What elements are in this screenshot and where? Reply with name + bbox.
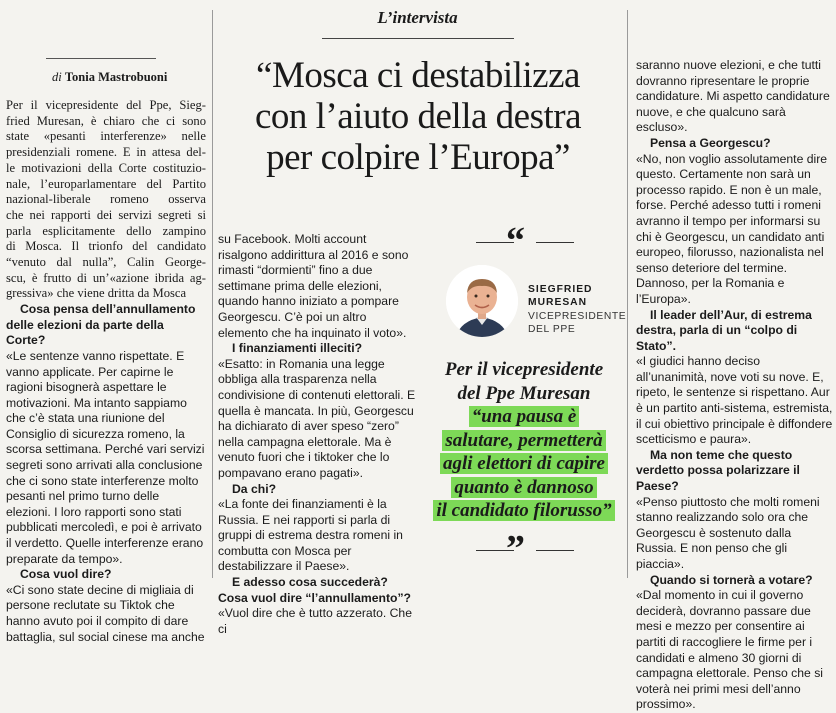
column-2 [218, 232, 418, 637]
question: E adesso cosa succederà? Cosa vuol dire “l’annullamento”? [218, 575, 411, 605]
headline-line-2: con l’aiuto della destra [254, 96, 581, 137]
kicker-rule [322, 38, 514, 39]
lead-line: nazional-liberale romeno osserva [6, 192, 206, 207]
person-role-line-1: VICEPRESIDENTE [528, 311, 627, 322]
quote-rule-right [536, 242, 574, 243]
answer: «No, non voglio assolutamente dire questo. Certamente non sarà un processo rapido. E non è un male, forse. Perché adesso tutti i romeni avranno il tempo per informarsi su chi è Georgescu, un candidato anti europeo, filorusso, nazionalista nel senso deteriore del termine. Dannoso, per la Romania e l’Europa». [636, 151, 828, 306]
person-name-line-1: SIEGFRIED [528, 284, 593, 295]
column-1-text [6, 302, 206, 645]
pull-quote [424, 358, 624, 523]
answer: «Le sentenze vanno rispettate. E vanno applicate. Per capirne le ragioni bisognerà aspettare le motivazioni. Ma intanto sappiamo che c’è stata una riunione del Consiglio di sicurezza romeno, la scorsa settimana. Perché vari servizi segreti sono arrivati alla conclusione che ci sono state interferenze molto pesanti nel primo turno delle elezioni. I loro rapporti sono stati pubblicati mercoledì, e poi è arrivato il verdetto. Quelle interferenze erano preparate da tempo». [6, 348, 205, 566]
pull-quote-intro-2: del Ppe Muresan [457, 382, 591, 404]
question: Cosa pensa dell’annullamento delle elezioni da parte della Corte? [6, 302, 196, 348]
question: Cosa vuol dire? [20, 567, 112, 582]
quote-open-mark: “ [506, 220, 525, 262]
answer: «Dal momento in cui il governo deciderà, dovranno passare due mesi e mezzo per consentire ai partiti di raccogliere le firme per i candidati e almeno 30 giorni di campagna elettorale. Penso che si voterà nei primi mesi dell’anno prossimo». [636, 588, 823, 712]
column-rule-2 [627, 10, 628, 578]
pull-quote-highlight-1: “una pausa è [469, 406, 580, 427]
answer: «I giudici hanno deciso all’unanimità, nove voti su nove. E, ripeto, le sentenze si rispettano. Aur è un partito anti-sistema, estremista, il cui obiettivo principale è diffondere scetticismo e paura». [636, 354, 833, 447]
lead-line: gressiva» che viene dritta da Mosca [6, 286, 187, 301]
byline-rule [46, 58, 156, 59]
column-3 [636, 58, 834, 713]
headline-line-3: per colpire l’Europa” [266, 137, 570, 178]
person-name [528, 283, 593, 309]
portrait-image [446, 265, 518, 337]
lead-line: “venuto dal nulla”, Calin George- [6, 255, 206, 270]
quote-close-mark: ” [506, 528, 525, 570]
quote-close-rule-right [536, 550, 574, 551]
answer: «La fonte dei finanziamenti è la Russia. E nei rapporti si parla di gruppi di estrema destra romeni in combutta con Mosca per destabilizzare il Paese». [218, 497, 403, 574]
quote-close-row [432, 528, 617, 570]
question: Da chi? [232, 481, 277, 496]
byline-prefix: di [52, 70, 62, 84]
lead-line: scu, è frutto di un’«azione ibrida ag- [6, 270, 206, 285]
answer: su Facebook. Molti account risalgono addirittura al 2016 e sono rimasti “dormienti” fino a due settimane prima delle elezioni, quando hanno iniziato a pompare Georgescu. C’è poi un altro elemento che ha inquinato il voto». [218, 232, 409, 340]
lead-line: che nei rapporti dei servizi segreti si [6, 207, 206, 222]
lead-line: presidenziali romene. E in attesa del- [6, 145, 206, 160]
headline-line-1: “Mosca ci destabilizza [256, 55, 580, 96]
lead-line: parla esplicitamente dello zampino [6, 223, 206, 238]
answer: «Esatto: in Romania una legge obbliga alla trasparenza nella condivisione di contenuti elettorali. E quella è mancata. In più, Georgescu ha dichiarato di aver speso “zero” nella campagna elettorale. Ma è venuto fuori che i tiktoker che lo pompavano erano pagati». [218, 356, 416, 480]
kicker: L’intervista [377, 8, 458, 27]
question: I finanziamenti illeciti? [232, 341, 363, 356]
person-role-line-2: DEL PPE [528, 324, 576, 335]
pull-quote-highlight-3: agli elettori di capire [440, 453, 608, 474]
lead-paragraph [6, 98, 206, 645]
answer: saranno nuove elezioni, e che tutti dovranno ripresentare le proprie candidature. Mi aspetto candidature nuove, e che qualcuno sarà escluso». [636, 58, 830, 135]
byline-author: Tonia Mastrobuoni [64, 70, 168, 84]
answer: «Penso piuttosto che molti romeni stanno realizzando solo ora che Georgescu è sostenuto dalla Russia. E non penso che gli piaccia». [636, 494, 820, 571]
quote-open-row [432, 220, 617, 262]
pull-quote-highlight-2: salutare, permetterà [442, 430, 605, 451]
lead-lines [6, 98, 206, 302]
question: Quando si tornerà a votare? [650, 572, 813, 587]
answer: «Ci sono state decine di migliaia di persone reclutate su Tiktok che hanno avuto poi il compito di dare battaglia, sul social cinese ma anche [6, 582, 205, 644]
headline [218, 55, 618, 178]
question: Il leader dell’Aur, di estrema destra, parla di un “colpo di Stato”. [636, 307, 812, 353]
lead-line: nale, l’europarlamentare del Partito [6, 176, 206, 191]
lead-line: le motivazioni della Corte costituzio- [6, 160, 206, 175]
person-name-line-2: MURESAN [528, 297, 588, 308]
lead-line: Per il vicepresidente del Ppe, Sieg- [6, 98, 206, 112]
column-2-text [218, 232, 418, 637]
pull-quote-highlight-5: il candidato filorusso” [433, 500, 614, 521]
lead-line: di Mosca. Il trionfo del candidato [6, 239, 206, 254]
question: Ma non teme che questo verdetto possa polarizzare il Paese? [636, 447, 800, 494]
answer: «Vuol dire che è tutto azzerato. Che ci [218, 606, 412, 636]
column-3-text [636, 58, 834, 713]
person-role [528, 310, 626, 336]
lead-line: fried Muresan, è chiaro che ci sono [6, 113, 206, 128]
question: Pensa a Georgescu? [650, 135, 771, 150]
portrait-photo [446, 265, 518, 337]
pull-quote-highlight-4: quanto è dannoso [451, 477, 596, 498]
byline [52, 70, 212, 85]
lead-line: state «pesanti interferenze» nelle [6, 129, 206, 144]
column-rule-1 [212, 10, 213, 578]
pull-quote-intro-1: Per il vicepresidente [444, 359, 604, 380]
